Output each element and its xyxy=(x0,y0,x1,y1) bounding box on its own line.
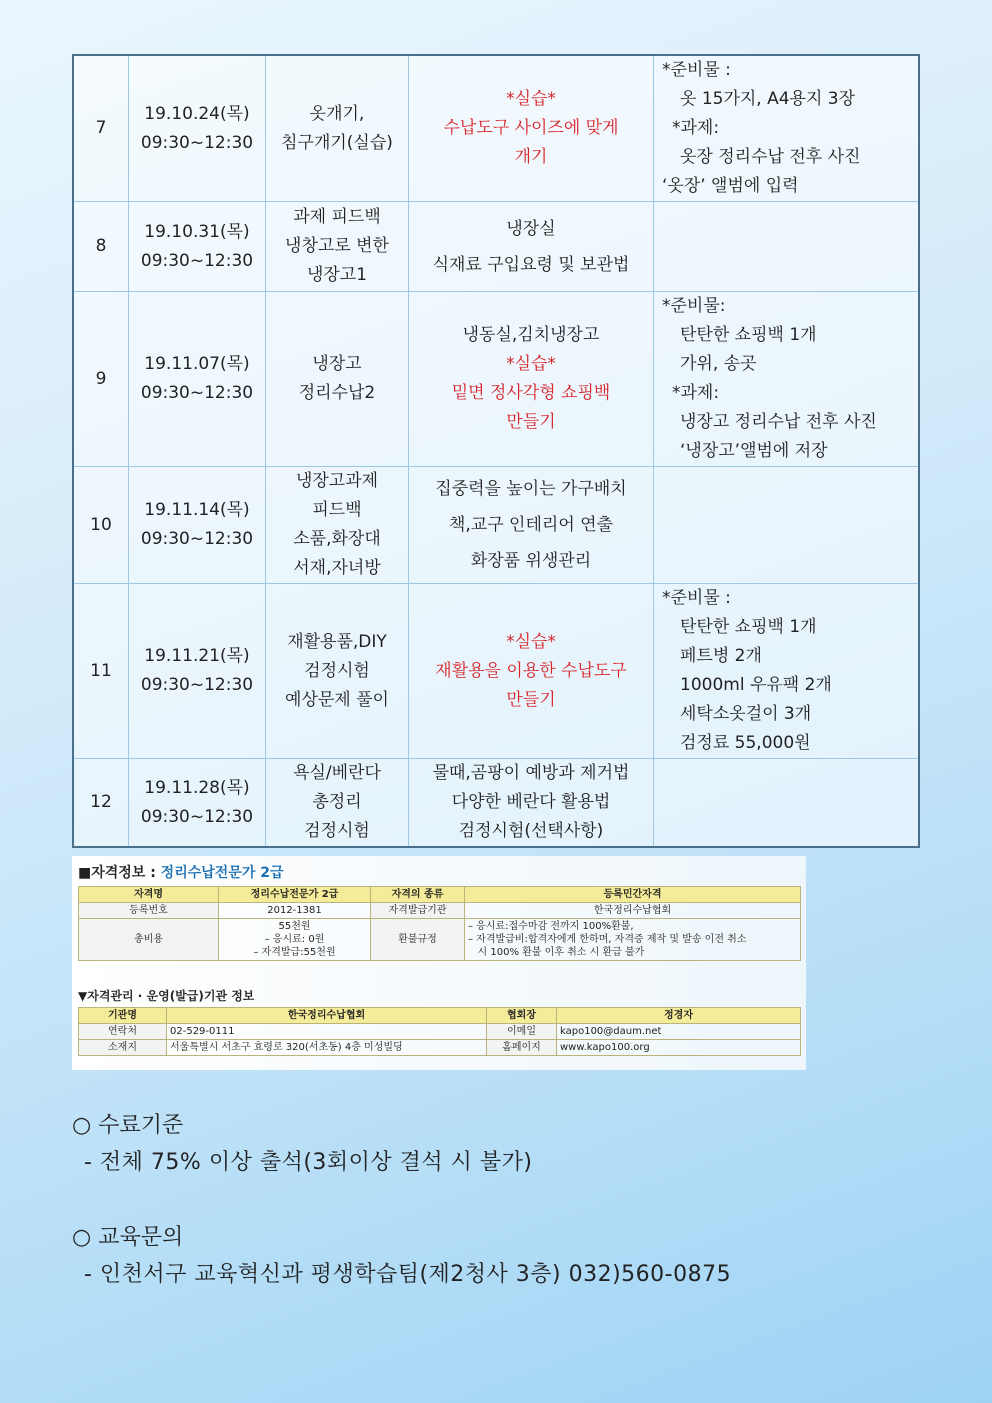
content-line: 물때,곰팡이 예방과 제거법 xyxy=(432,763,630,783)
cert-cell: 등록번호 xyxy=(79,903,219,919)
cert-cell: 한국정리수납협회 xyxy=(465,903,801,919)
topic-line: 침구개기(실습) xyxy=(281,132,393,153)
topic-line: 욕실/베란다 xyxy=(293,763,381,783)
note-line: 페트병 2개 xyxy=(680,646,762,666)
note-line: 옷 15가지, A4용지 3장 xyxy=(680,89,856,109)
session-time: 09:30~12:30 xyxy=(140,383,254,403)
session-time: 09:30~12:30 xyxy=(140,529,254,549)
schedule-row xyxy=(73,584,919,759)
session-note-cell xyxy=(654,467,920,584)
note-line: 1000ml 우유팩 2개 xyxy=(680,675,832,695)
session-topic-cell xyxy=(266,202,409,292)
note-line: 냉장고 정리수납 전후 사진 xyxy=(680,412,877,432)
cert-header-cell: 등록민간자격 xyxy=(465,887,801,903)
topic-line: 서재,자녀방 xyxy=(293,558,381,578)
session-note-cell xyxy=(654,292,920,467)
cost-line: 55천원 xyxy=(278,921,311,932)
topic-line: 정리수납2 xyxy=(298,383,376,403)
session-topic-cell xyxy=(266,55,409,202)
content-line: 집중력을 높이는 가구배치 xyxy=(435,479,627,499)
topic-line: 냉장고 xyxy=(312,354,362,374)
practice-line: 재활용을 이용한 수납도구 xyxy=(435,660,627,681)
cert-cell: 2012-1381 xyxy=(219,903,371,919)
content-line: 냉동실,김치냉장고 xyxy=(462,325,600,345)
topic-line: 검정시험 xyxy=(304,660,370,681)
session-number: 9 xyxy=(73,292,129,467)
note-line: 가위, 송곳 xyxy=(680,354,757,374)
agency-header-cell: 협회장 xyxy=(487,1008,557,1024)
cert-header-cell: 자격의 종류 xyxy=(371,887,465,903)
topic-line: 총정리 xyxy=(312,792,362,812)
session-topic-cell xyxy=(266,467,409,584)
session-number: 7 xyxy=(73,55,129,202)
cost-line: – 자격발급:55천원 xyxy=(253,947,336,958)
session-date: 19.11.07(목) xyxy=(144,354,250,374)
cert-cost-cell xyxy=(219,919,371,961)
cost-line: – 응시료: 0원 xyxy=(264,934,325,945)
inquiry-heading: ○ 교육문의 xyxy=(72,1225,184,1250)
topic-line: 냉창고로 변한 xyxy=(285,236,389,256)
note-line: *준비물 : xyxy=(662,588,731,608)
refund-line: 시 100% 환불 이후 취소 시 환급 불가 xyxy=(468,947,645,958)
topic-line: 옷개기, xyxy=(309,103,365,124)
session-number: 10 xyxy=(73,467,129,584)
content-line: 화장품 위생관리 xyxy=(470,551,592,571)
session-content-cell xyxy=(409,759,654,848)
agency-cell: 홈페이지 xyxy=(487,1040,557,1056)
session-date: 19.11.21(목) xyxy=(144,646,250,666)
content-line: 책,교구 인테리어 연출 xyxy=(448,515,613,535)
session-topic-cell xyxy=(266,584,409,759)
agency-header-cell: 기관명 xyxy=(79,1008,167,1024)
refund-line: – 응시료:접수마감 전까지 100%환불, xyxy=(468,921,634,932)
cert-cell: 총비용 xyxy=(79,919,219,961)
topic-line: 피드백 xyxy=(312,500,362,520)
session-date: 19.11.28(목) xyxy=(144,777,250,798)
session-date: 19.10.31(목) xyxy=(144,221,250,242)
agency-header-cell: 한국정리수납협회 xyxy=(167,1008,487,1024)
completion-criteria-heading: ○ 수료기준 xyxy=(72,1113,184,1138)
session-date-cell xyxy=(129,759,266,848)
topic-line: 소품,화장대 xyxy=(293,529,381,549)
session-content-cell xyxy=(409,467,654,584)
practice-line: *실습* xyxy=(506,354,556,374)
content-line: 냉장실 xyxy=(506,218,556,239)
agency-header-cell: 정경자 xyxy=(557,1008,801,1024)
session-time: 09:30~12:30 xyxy=(140,132,254,153)
agency-email: kapo100@daum.net xyxy=(557,1024,801,1040)
session-number: 11 xyxy=(73,584,129,759)
session-content-cell xyxy=(409,584,654,759)
note-line: 탄탄한 쇼핑백 1개 xyxy=(680,617,817,637)
session-number: 12 xyxy=(73,759,129,848)
session-date-cell xyxy=(129,292,266,467)
practice-line: 수납도구 사이즈에 맞게 xyxy=(443,118,619,138)
schedule-row xyxy=(73,467,919,584)
note-line: *과제: xyxy=(672,118,720,138)
note-line: ‘냉장고’앨범에 저장 xyxy=(680,441,828,461)
session-content-cell xyxy=(409,292,654,467)
practice-line: 만들기 xyxy=(506,689,556,710)
session-time: 09:30~12:30 xyxy=(140,675,254,695)
cert-refund-cell xyxy=(465,919,801,961)
session-topic-cell xyxy=(266,759,409,848)
agency-homepage: www.kapo100.org xyxy=(557,1040,801,1056)
agency-cell: 이메일 xyxy=(487,1024,557,1040)
topic-line: 과제 피드백 xyxy=(293,207,381,227)
cert-cell: 자격발급기관 xyxy=(371,903,465,919)
practice-line: *실습* xyxy=(506,631,556,652)
certificate-table xyxy=(78,886,801,961)
content-line: 식재료 구입요령 및 보관법 xyxy=(432,254,630,275)
session-time: 09:30~12:30 xyxy=(140,806,254,827)
topic-line: 냉장고과제 xyxy=(295,471,379,491)
topic-line: 냉장고1 xyxy=(306,265,368,285)
practice-line: 만들기 xyxy=(506,412,556,432)
session-time: 09:30~12:30 xyxy=(140,250,254,271)
schedule-row xyxy=(73,759,919,848)
refund-line: – 자격발급비:합격자에게 한하며, 자격증 제작 및 발송 이전 취소 xyxy=(468,934,747,945)
agency-table xyxy=(78,1007,801,1056)
topic-line: 검정시험 xyxy=(304,821,370,841)
inquiry-text: - 인천서구 교육혁신과 평생학습팀(제2청사 3층) 032)560-0875 xyxy=(84,1262,732,1287)
note-line: 검정료 55,000원 xyxy=(680,733,811,753)
schedule-table xyxy=(72,54,920,848)
session-note-cell xyxy=(654,55,920,202)
content-line: 검정시험(선택사항) xyxy=(458,821,604,841)
content-line: 다양한 베란다 활용법 xyxy=(451,792,611,812)
agency-address: 서울특별시 서초구 효령로 320(서초동) 4층 미성빌딩 xyxy=(167,1040,487,1056)
session-note-cell xyxy=(654,202,920,292)
certificate-info-panel xyxy=(72,856,806,1070)
practice-line: 밑면 정사각형 쇼핑백 xyxy=(451,383,611,403)
topic-line: 재활용품,DIY xyxy=(287,631,387,652)
session-number: 8 xyxy=(73,202,129,292)
note-line: 세탁소옷걸이 3개 xyxy=(680,704,812,724)
practice-line: *실습* xyxy=(506,89,556,109)
note-line: 옷장 정리수납 전후 사진 xyxy=(680,147,861,167)
session-date-cell xyxy=(129,55,266,202)
session-date: 19.11.14(목) xyxy=(144,500,250,520)
session-content-cell xyxy=(409,202,654,292)
note-line: 탄탄한 쇼핑백 1개 xyxy=(680,325,817,345)
practice-line: 개기 xyxy=(514,147,548,167)
session-note-cell xyxy=(654,759,920,848)
agency-subtitle: ▼자격관리 · 운영(발급)기관 정보 xyxy=(78,989,255,1003)
note-line: *과제: xyxy=(672,383,720,403)
session-date-cell xyxy=(129,202,266,292)
agency-cell: 소재지 xyxy=(79,1040,167,1056)
certificate-title: ■자격정보 : 정리수납전문가 2급 xyxy=(78,865,284,881)
completion-criteria-text: - 전체 75% 이상 출석(3회이상 결석 시 불가) xyxy=(84,1150,533,1175)
note-line: ‘옷장’ 앨범에 입력 xyxy=(662,176,799,196)
schedule-row xyxy=(73,292,919,467)
agency-cell: 연락처 xyxy=(79,1024,167,1040)
schedule-row xyxy=(73,202,919,292)
topic-line: 예상문제 풀이 xyxy=(285,689,389,710)
session-date-cell xyxy=(129,584,266,759)
session-date-cell xyxy=(129,467,266,584)
session-note-cell xyxy=(654,584,920,759)
agency-cell: 02-529-0111 xyxy=(167,1024,487,1040)
cert-header-cell: 정리수납전문가 2급 xyxy=(219,887,371,903)
schedule-row xyxy=(73,55,919,202)
cert-cell: 환불규정 xyxy=(371,919,465,961)
session-topic-cell xyxy=(266,292,409,467)
note-line: *준비물 : xyxy=(662,60,731,80)
cert-header-cell: 자격명 xyxy=(79,887,219,903)
session-content-cell xyxy=(409,55,654,202)
session-date: 19.10.24(목) xyxy=(144,103,250,124)
note-line: *준비물: xyxy=(662,296,726,316)
